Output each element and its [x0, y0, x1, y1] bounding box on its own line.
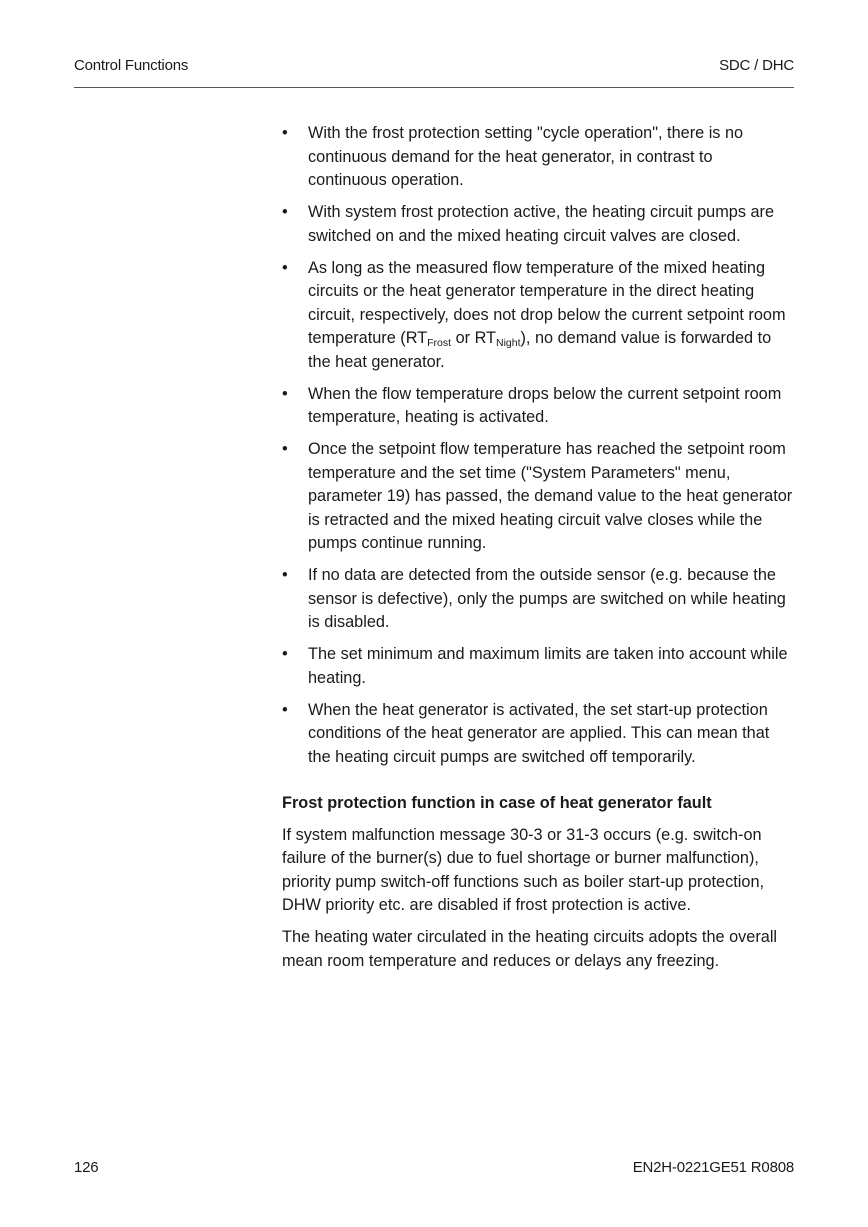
body-paragraph: If system malfunction message 30-3 or 31-3 occurs (e.g. switch-on failure of the burner(s) due to fuel shortage or burner malfunction), priority pump switch-off functions such as boiler start-up protection, DHW priority etc. are disabled if frost protection is active. [282, 825, 765, 914]
bullet-icon: • [282, 124, 288, 142]
list-item-text: If no data are detected from the outside sensor (e.g. because the sensor is defective), only the pumps are switched on while heating is disabled. [308, 566, 786, 631]
page-header [74, 57, 794, 88]
subscript-night: Night [496, 337, 521, 349]
list-item-text: With the frost protection setting "cycle operation", there is no continuous demand for the heat generator, in contrast to continuous operation. [308, 124, 744, 189]
list-item [282, 699, 794, 770]
bullet-icon: • [282, 258, 288, 277]
text-segment: or RT [451, 329, 496, 347]
header-section-title: Control Functions [74, 57, 189, 74]
list-item [282, 383, 794, 430]
header-product-name: SDC / DHC [719, 57, 794, 74]
list-item-text: Once the setpoint flow temperature has reached the setpoint room temperature and the set time ("System Parameters" menu, parameter 19) has passed, the demand value to the heat generator is retracted and the mixed heating circuit valve closes while the pumps continue running. [308, 440, 793, 552]
bullet-icon: • [282, 440, 288, 458]
list-item [282, 257, 794, 375]
bullet-icon: • [282, 203, 288, 221]
bullet-icon: • [282, 566, 288, 584]
document-code: EN2H-0221GE51 R0808 [632, 1159, 794, 1176]
list-item-text: When the flow temperature drops below the current setpoint room temperature, heating is activated. [308, 384, 782, 426]
section-heading: Frost protection function in case of heat generator fault [282, 794, 712, 812]
list-item [282, 122, 794, 193]
subscript-frost: Frost [427, 337, 452, 349]
list-item [282, 438, 794, 556]
list-item [282, 564, 794, 635]
list-item [282, 201, 794, 248]
list-item-text: With system frost protection active, the heating circuit pumps are switched on and the mixed heating circuit valves are closed. [308, 203, 775, 245]
list-item-text: The set minimum and maximum limits are taken into account while heating. [308, 645, 788, 687]
text-segment: As long as the measured flow temperature of the mixed heating circuits or the heat generator temperature in the direct heating circuit, respectively, does not drop below the current setpoint room temperature (RT [308, 258, 786, 347]
text-segment: ), no demand value is forwarded to the heat generator. [308, 329, 772, 371]
bullet-list [282, 122, 794, 769]
list-item-text [308, 259, 786, 371]
list-item-text: When the heat generator is activated, the set start-up protection conditions of the heat generator are applied. This can mean that the heating circuit pumps are switched off temporarily. [308, 700, 770, 766]
bullet-icon: • [282, 700, 288, 719]
bullet-icon: • [282, 645, 288, 663]
page-content [282, 122, 794, 982]
bullet-icon: • [282, 384, 288, 403]
page-number: 126 [74, 1159, 99, 1176]
body-paragraph: The heating water circulated in the heating circuits adopts the overall mean room temperature and reduces or delays any freezing. [282, 928, 778, 970]
list-item [282, 643, 794, 690]
